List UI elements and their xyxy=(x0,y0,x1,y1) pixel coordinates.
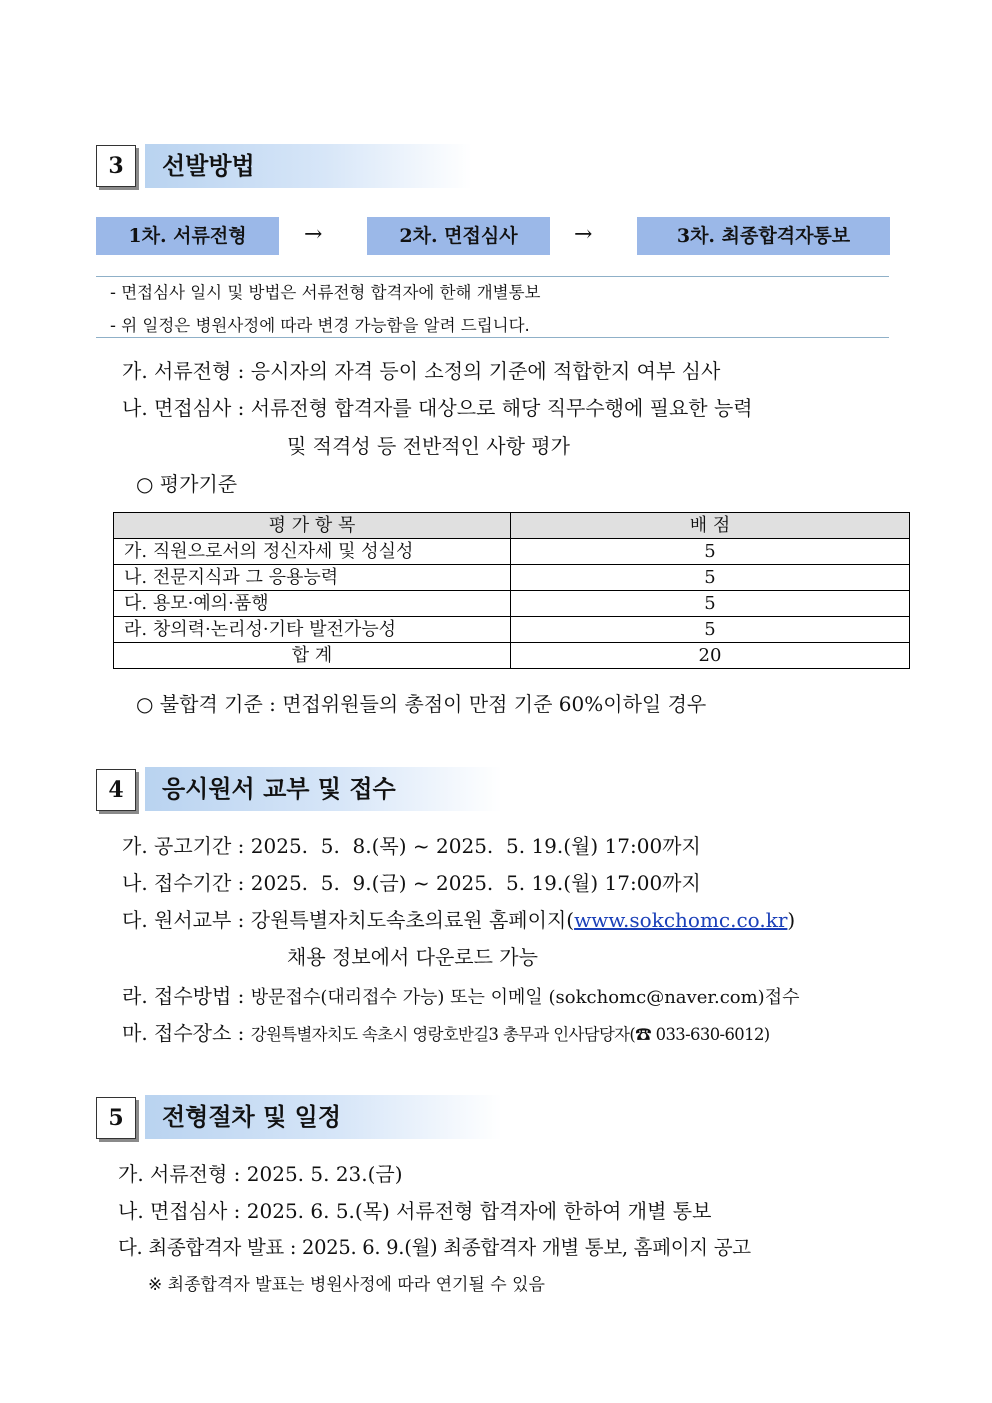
arrow-right-icon: → xyxy=(304,222,323,247)
item-label: 가. 공고기간 : xyxy=(122,834,245,858)
item-continuation: 채용 정보에서 다운로드 가능 xyxy=(287,945,538,969)
section-title-5: 전형절차 및 일정 xyxy=(145,1095,502,1139)
table-row xyxy=(114,539,910,565)
item-text: 응시자의 자격 등이 소정의 기준에 적합한지 여부 심사 xyxy=(250,359,721,383)
homepage-link[interactable]: www.sokchomc.co.kr xyxy=(574,908,788,932)
item-application-place xyxy=(122,1017,770,1046)
divider xyxy=(96,337,889,338)
item-label: 나. 접수기간 : xyxy=(122,871,245,895)
criteria-title: ○ 평가기준 xyxy=(136,472,238,496)
table-row xyxy=(114,617,910,643)
table-cell: 5 xyxy=(511,565,910,591)
item-continuation: 및 적격성 등 전반적인 사항 평가 xyxy=(287,434,570,458)
schedule-note: ※ 최종합격자 발표는 병원사정에 따라 연기될 수 있음 xyxy=(148,1275,545,1295)
table-cell: 다. 용모·예의·품행 xyxy=(114,591,511,617)
item-text: 서류전형 합격자를 대상으로 해당 직무수행에 필요한 능력 xyxy=(250,396,753,420)
section-number-3: 3 xyxy=(96,145,136,187)
table-cell: 20 xyxy=(511,643,910,669)
item-text: 방문접수(대리접수 가능) 또는 이메일 (sokchomc@naver.com)접수 xyxy=(250,987,800,1008)
item-label: 나. 면접심사 : xyxy=(122,396,245,420)
step-3-box: 3차. 최종합격자통보 xyxy=(637,217,890,255)
section-number-5: 5 xyxy=(96,1097,136,1139)
schedule-item: 나. 면접심사 : 2025. 6. 5.(목) 서류전형 합격자에 한하여 개별 통보 xyxy=(118,1199,712,1223)
note-line: - 위 일정은 병원사정에 따라 변경 가능함을 알려 드립니다. xyxy=(110,316,530,335)
table-total-row xyxy=(114,643,910,669)
divider xyxy=(96,276,889,277)
item-application-period xyxy=(122,867,701,896)
table-header: 평 가 항 목 xyxy=(114,513,511,539)
table-cell: 5 xyxy=(511,591,910,617)
table-row xyxy=(114,591,910,617)
section-title-4: 응시원서 교부 및 접수 xyxy=(145,767,502,811)
note-line: - 면접심사 일시 및 방법은 서류전형 합격자에 한해 개별통보 xyxy=(110,283,541,302)
schedule-item: 가. 서류전형 : 2025. 5. 23.(금) xyxy=(118,1162,403,1186)
item-text: ) xyxy=(787,908,796,932)
item-text: 2025. 5. 9.(금) ~ 2025. 5. 19.(월) 17:00까지 xyxy=(250,871,701,895)
schedule-item: 다. 최종합격자 발표 : 2025. 6. 9.(월) 최종합격자 개별 통보, 홈페이지 공고 xyxy=(118,1236,751,1259)
item-application-method xyxy=(122,980,799,1009)
item-document-screening xyxy=(122,355,720,384)
item-label: 가. 서류전형 : xyxy=(122,359,245,383)
evaluation-table xyxy=(113,512,910,669)
table-header-row xyxy=(114,513,910,539)
item-label: 다. 원서교부 : xyxy=(122,908,245,932)
table-cell: 가. 직원으로서의 정신자세 및 성실성 xyxy=(114,539,511,565)
step-2-box: 2차. 면접심사 xyxy=(367,217,550,255)
table-cell: 라. 창의력·논리성·기타 발전가능성 xyxy=(114,617,511,643)
item-text: 2025. 5. 8.(목) ~ 2025. 5. 19.(월) 17:00까지 xyxy=(250,834,701,858)
item-label: 마. 접수장소 : xyxy=(122,1021,245,1045)
item-interview xyxy=(122,392,753,421)
table-cell: 나. 전문지식과 그 응용능력 xyxy=(114,565,511,591)
section-number-4: 4 xyxy=(96,769,136,811)
item-form-distribution xyxy=(122,904,795,933)
table-row xyxy=(114,565,910,591)
fail-criteria: ○ 불합격 기준 : 면접위원들의 총점이 만점 기준 60%이하일 경우 xyxy=(136,692,707,716)
item-notice-period xyxy=(122,830,701,859)
table-cell: 5 xyxy=(511,539,910,565)
item-label: 라. 접수방법 : xyxy=(122,984,245,1008)
table-header: 배 점 xyxy=(511,513,910,539)
step-1-box: 1차. 서류전형 xyxy=(96,217,279,255)
table-cell: 합 계 xyxy=(114,643,511,669)
section-title-3: 선발방법 xyxy=(145,144,472,188)
item-text: 강원특별자치도속초의료원 홈페이지( xyxy=(250,908,575,932)
arrow-right-icon: → xyxy=(574,222,593,247)
table-cell: 5 xyxy=(511,617,910,643)
item-text: 강원특별자치도 속초시 영랑호반길3 총무과 인사담당자(☎ 033-630-6012) xyxy=(250,1025,770,1044)
